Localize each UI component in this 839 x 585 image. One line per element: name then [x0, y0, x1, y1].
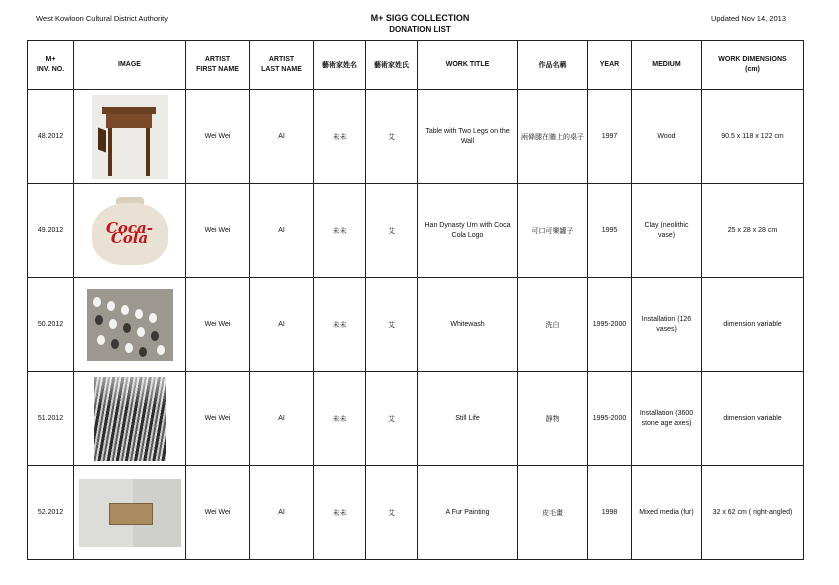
cell-dimensions: 32 x 62 cm ( right-angled) [702, 466, 804, 560]
cell-year: 1995-2000 [588, 372, 632, 466]
fur-painting-image [79, 479, 181, 547]
cell-cn-work-title: 兩條腿在牆上的桌子 [518, 90, 588, 184]
cell-last-name: AI [250, 184, 314, 278]
col-inv-no [28, 41, 74, 90]
cell-first-name: Wei Wei [186, 184, 250, 278]
cell-dimensions: dimension variable [702, 278, 804, 372]
han-dynasty-urn-image [86, 189, 174, 273]
cell-cn-first-name: 未未 [314, 90, 366, 184]
cell-first-name: Wei Wei [186, 278, 250, 372]
cell-work-title: Han Dynasty Urn with Coca Cola Logo [418, 184, 518, 278]
cell-cn-last-name: 艾 [366, 466, 418, 560]
cell-cn-work-title: 可口可樂罐子 [518, 184, 588, 278]
col-first-name [186, 41, 250, 90]
cell-last-name: AI [250, 372, 314, 466]
col-cn-first-name-label: 藝術家姓名 [322, 61, 357, 69]
col-cn-work-title-label: 作品名稱 [538, 61, 567, 69]
cell-cn-last-name: 艾 [366, 184, 418, 278]
cell-last-name: AI [250, 90, 314, 184]
cell-year: 1997 [588, 90, 632, 184]
table-row [28, 184, 804, 278]
col-cn-last-name [366, 41, 418, 90]
cell-cn-last-name: 艾 [366, 278, 418, 372]
col-work-title-label: WORK TITLE [445, 61, 490, 68]
cell-dimensions: 25 x 28 x 28 cm [702, 184, 804, 278]
cell-cn-first-name: 未未 [314, 184, 366, 278]
cell-medium: Mixed media (fur) [632, 466, 702, 560]
cell-medium: Installation (3600 stone age axes) [632, 372, 702, 466]
cell-cn-first-name: 未未 [314, 372, 366, 466]
table-row [28, 278, 804, 372]
cell-last-name: AI [250, 278, 314, 372]
cell-medium: Wood [632, 90, 702, 184]
cell-first-name: Wei Wei [186, 466, 250, 560]
document-title: M+ SIGG COLLECTION [370, 13, 470, 23]
cell-year: 1998 [588, 466, 632, 560]
cell-inv-no: 51.2012 [28, 372, 74, 466]
cell-year: 1995 [588, 184, 632, 278]
cell-image [74, 372, 186, 466]
cell-cn-work-title: 靜物 [518, 372, 588, 466]
col-year-label: YEAR [599, 61, 620, 68]
col-cn-first-name [314, 41, 366, 90]
table-with-two-legs-image [92, 95, 168, 179]
cell-cn-first-name: 未未 [314, 278, 366, 372]
col-work-title [418, 41, 518, 90]
col-image [74, 41, 186, 90]
coca-cola-logo: Coca-Cola [105, 218, 154, 247]
col-cn-last-name-label: 藝術家姓氏 [374, 61, 409, 69]
donation-table [27, 40, 804, 560]
cell-work-title: Whitewash [418, 278, 518, 372]
cell-medium: Clay (neolithic vase) [632, 184, 702, 278]
cell-cn-last-name: 艾 [366, 372, 418, 466]
table-row [28, 372, 804, 466]
cell-cn-last-name: 艾 [366, 90, 418, 184]
cell-image [74, 278, 186, 372]
cell-dimensions: dimension variable [702, 372, 804, 466]
col-last-name-label: ARTIST LAST NAME [261, 56, 302, 73]
still-life-image [94, 377, 166, 461]
whitewash-image [87, 289, 173, 361]
cell-work-title: A Fur Painting [418, 466, 518, 560]
cell-year: 1995-2000 [588, 278, 632, 372]
col-dimensions-label: WORK DIMENSIONS (cm) [718, 56, 787, 73]
cell-image [74, 90, 186, 184]
cell-first-name: Wei Wei [186, 90, 250, 184]
cell-cn-work-title: 皮毛畫 [518, 466, 588, 560]
cell-image [74, 184, 186, 278]
cell-image [74, 466, 186, 560]
table-row [28, 90, 804, 184]
table-header-row [28, 41, 804, 90]
cell-cn-work-title: 洗白 [518, 278, 588, 372]
authority-name: West Kowloon Cultural District Authority [36, 14, 168, 23]
cell-medium: Installation (126 vases) [632, 278, 702, 372]
cell-inv-no: 52.2012 [28, 466, 74, 560]
cell-inv-no: 48.2012 [28, 90, 74, 184]
col-dimensions [702, 41, 804, 90]
col-medium-label: MEDIUM [652, 61, 681, 68]
table-row [28, 466, 804, 560]
col-year [588, 41, 632, 90]
col-first-name-label: ARTIST FIRST NAME [196, 56, 239, 73]
cell-last-name: AI [250, 466, 314, 560]
col-inv-no-label: M+ INV. NO. [36, 56, 65, 73]
col-image-label: IMAGE [118, 61, 141, 68]
cell-inv-no: 49.2012 [28, 184, 74, 278]
document-subtitle: DONATION LIST [389, 25, 451, 34]
cell-first-name: Wei Wei [186, 372, 250, 466]
col-last-name [250, 41, 314, 90]
cell-work-title: Table with Two Legs on the Wall [418, 90, 518, 184]
col-medium [632, 41, 702, 90]
cell-work-title: Still Life [418, 372, 518, 466]
cell-dimensions: 90.5 x 118 x 122 cm [702, 90, 804, 184]
cell-inv-no: 50.2012 [28, 278, 74, 372]
document-title-block [300, 13, 540, 34]
col-cn-work-title [518, 41, 588, 90]
cell-cn-first-name: 未未 [314, 466, 366, 560]
updated-date: Updated Nov 14, 2013 [710, 14, 786, 23]
